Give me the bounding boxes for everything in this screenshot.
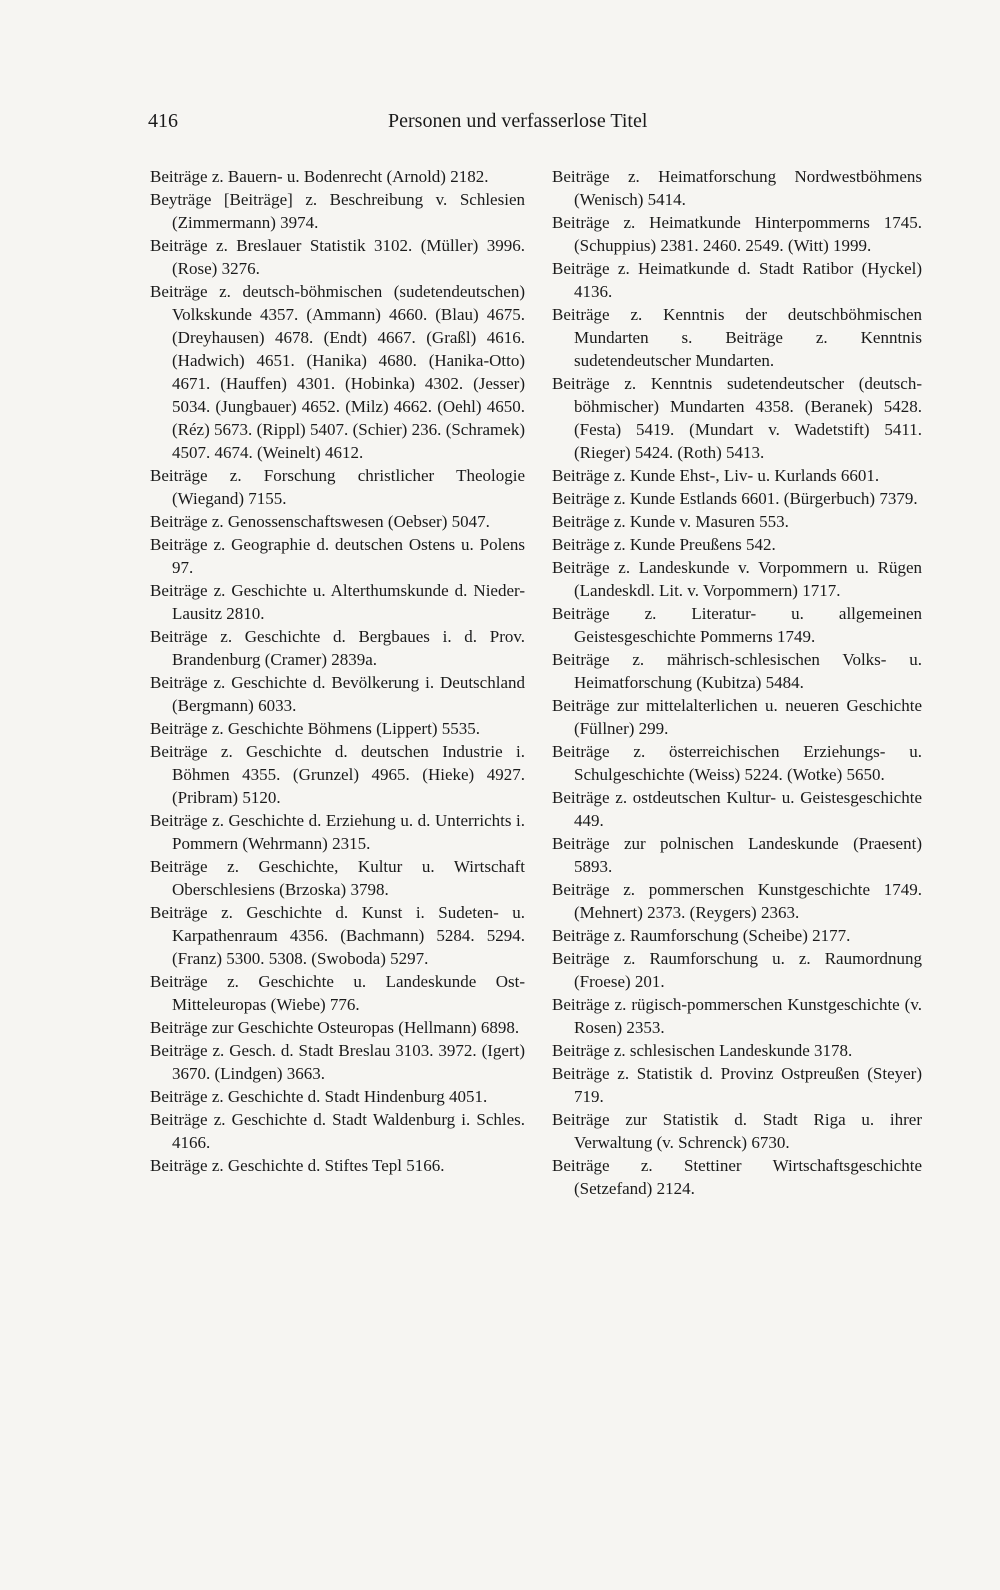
index-entry: Beiträge z. Kenntnis sudetendeutscher (deutsch-böhmischer) Mundarten 4358. (Beranek) 5428. (Festa) 5419. (Mundart v. Wadetstift) 5411. (Rieger) 5424. (Roth) 5413. xyxy=(552,374,922,462)
index-entry: Beiträge z. Forschung christlicher Theologie (Wiegand) 7155. xyxy=(150,466,525,508)
index-entry: Beiträge zur mittelalterlichen u. neueren Geschichte (Füllner) 299. xyxy=(552,696,922,738)
index-entry: Beiträge z. Geschichte d. Bergbaues i. d. Prov. Brandenburg (Cramer) 2839a. xyxy=(150,627,525,669)
index-entry: Beiträge z. Heimatforschung Nordwestböhmens (Wenisch) 5414. xyxy=(552,167,922,209)
index-entry: Beiträge z. Geschichte d. Stiftes Tepl 5166. xyxy=(150,1156,445,1175)
index-entry: Beiträge z. Kenntnis der deutschböhmischen Mundarten s. Beiträge z. Kenntnis sudetendeutscher Mundarten. xyxy=(552,305,922,370)
index-entry: Beiträge z. Kunde v. Masuren 553. xyxy=(552,512,789,531)
index-entry: Beiträge z. mährisch-schlesischen Volks- u. Heimatforschung (Kubitza) 5484. xyxy=(552,650,922,692)
index-entry: Beiträge z. deutsch-böhmischen (sudetendeutschen) Volkskunde 4357. (Ammann) 4660. (Blau) 4675. (Dreyhausen) 4678. (Endt) 4667. (Graßl) 4616. (Hadwich) 4651. (Hanika) 4680. (Hanika-Otto) 4671. (Hauffen) 4301. (Hobinka) 4302. (Jesser) 5034. (Jungbauer) 4652. (Milz) 4662. (Oehl) 4650. (Réz) 5673. (Rippl) 5407. (Schier) 236. (Schramek) 4507. 4674. (Weinelt) 4612. xyxy=(150,282,525,462)
page-header xyxy=(148,110,688,138)
index-entry: Beiträge z. Kunde Preußens 542. xyxy=(552,535,776,554)
index-entry: Beiträge zur polnischen Landeskunde (Praesent) 5893. xyxy=(552,834,922,876)
index-entry: Beiträge z. Geschichte d. Bevölkerung i. Deutschland (Bergmann) 6033. xyxy=(150,673,525,715)
index-entry: Beiträge z. Kunde Estlands 6601. (Bürgerbuch) 7379. xyxy=(552,489,918,508)
index-entry: Beiträge z. Geschichte Böhmens (Lippert) 5535. xyxy=(150,719,480,738)
index-entry: Beiträge z. Gesch. d. Stadt Breslau 3103. 3972. (Igert) 3670. (Lindgen) 3663. xyxy=(150,1041,525,1083)
index-entry: Beiträge z. Stettiner Wirtschaftsgeschichte (Setzefand) 2124. xyxy=(552,1156,922,1198)
left-column xyxy=(150,165,525,1177)
index-entry: Beiträge z. Landeskunde v. Vorpommern u. Rügen (Landeskdl. Lit. v. Vorpommern) 1717. xyxy=(552,558,922,600)
index-entry: Beiträge z. Geschichte u. Alterthumskunde d. Nieder-Lausitz 2810. xyxy=(150,581,525,623)
index-entry: Beiträge z. Geschichte u. Landeskunde Ost- Mitteleuropas (Wiebe) 776. xyxy=(150,972,525,1014)
index-entry: Beiträge z. Geschichte d. deutschen Industrie i. Böhmen 4355. (Grunzel) 4965. (Hieke) 4927. (Pribram) 5120. xyxy=(150,742,525,807)
index-entry: Beiträge z. rügisch-pommerschen Kunstgeschichte (v. Rosen) 2353. xyxy=(552,995,922,1037)
index-entry: Beiträge z. pommerschen Kunstgeschichte 1749. (Mehnert) 2373. (Reygers) 2363. xyxy=(552,880,922,922)
index-entry: Beiträge z. ostdeutschen Kultur- u. Geistesgeschichte 449. xyxy=(552,788,922,830)
index-entry: Beyträge [Beiträge] z. Beschreibung v. Schlesien (Zimmermann) 3974. xyxy=(150,190,525,232)
index-entry: Beiträge z. schlesischen Landeskunde 3178. xyxy=(552,1041,853,1060)
index-entry: Beiträge z. österreichischen Erziehungs- u. Schulgeschichte (Weiss) 5224. (Wotke) 5650. xyxy=(552,742,922,784)
index-entry: Beiträge z. Heimatkunde Hinterpommerns 1745. (Schuppius) 2381. 2460. 2549. (Witt) 1999. xyxy=(552,213,922,255)
right-column xyxy=(552,165,922,1200)
index-entry: Beiträge z. Statistik d. Provinz Ostpreußen (Steyer) 719. xyxy=(552,1064,922,1106)
index-entry: Beiträge z. Breslauer Statistik 3102. (Müller) 3996. (Rose) 3276. xyxy=(150,236,525,278)
running-title: Personen und verfasserlose Titel xyxy=(388,110,648,132)
page-number: 416 xyxy=(148,110,178,132)
index-entry: Beiträge z. Geschichte d. Kunst i. Sudeten- u. Karpathenraum 4356. (Bachmann) 5284. 5294. (Franz) 5300. 5308. (Swoboda) 5297. xyxy=(150,903,525,968)
index-entry: Beiträge z. Geschichte d. Stadt Hindenburg 4051. xyxy=(150,1087,488,1106)
index-entry: Beiträge z. Geschichte d. Erziehung u. d. Unterrichts i. Pommern (Wehrmann) 2315. xyxy=(150,811,525,853)
index-entry: Beiträge z. Geschichte d. Stadt Waldenburg i. Schles. 4166. xyxy=(150,1110,525,1152)
index-entry: Beiträge z. Genossenschaftswesen (Oebser) 5047. xyxy=(150,512,490,531)
index-entry: Beiträge z. Literatur- u. allgemeinen Geistesgeschichte Pommerns 1749. xyxy=(552,604,922,646)
index-entry: Beiträge zur Statistik d. Stadt Riga u. ihrer Verwaltung (v. Schrenck) 6730. xyxy=(552,1110,922,1152)
index-entry: Beiträge z. Heimatkunde d. Stadt Ratibor (Hyckel) 4136. xyxy=(552,259,922,301)
index-entry: Beiträge z. Raumforschung (Scheibe) 2177. xyxy=(552,926,851,945)
index-entry: Beiträge z. Geographie d. deutschen Ostens u. Polens 97. xyxy=(150,535,525,577)
index-entry: Beiträge zur Geschichte Osteuropas (Hellmann) 6898. xyxy=(150,1018,520,1037)
index-entry: Beiträge z. Kunde Ehst-, Liv- u. Kurlands 6601. xyxy=(552,466,880,485)
index-entry: Beiträge z. Bauern- u. Bodenrecht (Arnold) 2182. xyxy=(150,167,489,186)
index-entry: Beiträge z. Raumforschung u. z. Raumordnung (Froese) 201. xyxy=(552,949,922,991)
index-entry: Beiträge z. Geschichte, Kultur u. Wirtschaft Oberschlesiens (Brzoska) 3798. xyxy=(150,857,525,899)
